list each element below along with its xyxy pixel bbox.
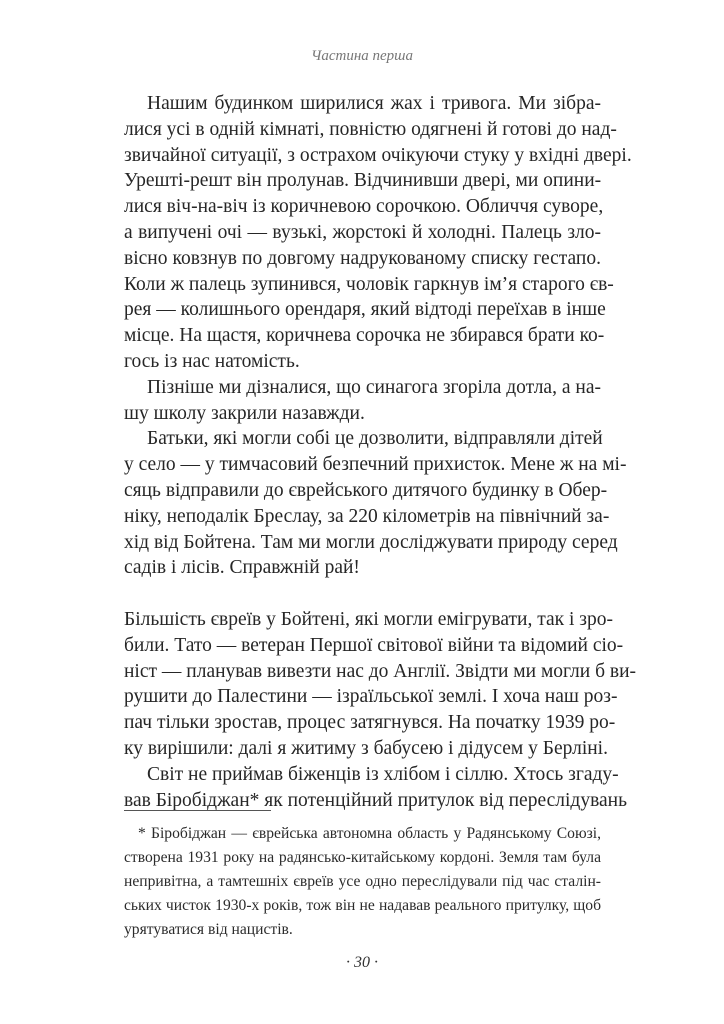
footnote-line: непривітна, а тамтешніх євреїв усе одно переслідували під час сталін- — [124, 873, 601, 890]
text-line: ніку, неподалік Бреслау, за 220 кілометрів на північний за- — [124, 505, 610, 527]
text-line: вісно ковзнув по довгому надрукованому списку гестапо. — [124, 247, 601, 269]
text-line: Коли ж палець зупинився, чоловік гаркнув ім’я старого єв- — [124, 273, 614, 295]
footnote-line: * Біробіджан — єврейська автономна область у Радянському Союзі, — [138, 825, 601, 842]
paragraph — [124, 607, 637, 762]
paragraph — [124, 91, 632, 375]
paragraph — [124, 426, 627, 581]
text-line: вав Біробіджан* як потенційний притулок від переслідувань — [124, 789, 628, 811]
text-line: лися усі в одній кімнаті, повністю одягнені й готові до над- — [124, 118, 617, 140]
footnote-line: урятуватися від нацистів. — [124, 921, 293, 938]
text-line: рушити до Палестини — ізраїльської землі. І хоча наш роз- — [124, 686, 618, 708]
footnote — [124, 822, 601, 942]
footnote-line: ських чисток 1930-х років, тож він не надавав реального притулку, щоб — [124, 897, 601, 914]
text-line: сяць відправили до єврейського дитячого будинку в Обер- — [124, 479, 608, 501]
page-number: · 30 · — [346, 954, 378, 971]
text-line: шу школу закрили назавжди. — [124, 402, 365, 424]
text-line: ку вирішили: далі я житиму з бабусею і дідусем у Берліні. — [124, 737, 608, 759]
text-line: а випучені очі — вузькі, жорстокі й холодні. Палець зло- — [124, 221, 601, 243]
text-line: ніст — планував вивезти нас до Англії. Звідти ми могли б ви- — [124, 660, 637, 682]
text-line: били. Тато — ветеран Першої світової війни та відомий сіо- — [124, 634, 624, 656]
text-line: садів і лісів. Справжній рай! — [124, 557, 360, 579]
text-line: гось із нас натомість. — [124, 350, 300, 372]
footnote-line: створена 1931 року на радянсько-китайському кордоні. Земля там була — [124, 849, 601, 866]
text-line: Урешті-решт він пролунав. Відчинивши двері, ми опини- — [124, 170, 602, 192]
text-line: Світ не приймав біженців із хлібом і сіллю. Хтось згаду- — [147, 763, 619, 785]
text-line: хід від Бойтена. Там ми могли досліджувати природу серед — [124, 531, 618, 553]
text-line: пач тільки зростав, процес затягнувся. На початку 1939 ро- — [124, 712, 616, 734]
text-line: лися віч-на-віч із коричневою сорочкою. Обличчя суворе, — [124, 196, 604, 218]
paragraph — [124, 375, 601, 427]
text-line: Батьки, які могли собі це дозволити, відправляли дітей — [147, 428, 603, 450]
section-break — [124, 581, 601, 607]
footnote-divider — [124, 810, 271, 811]
text-line: місце. На щастя, коричнева сорочка не збирався брати ко- — [124, 325, 605, 347]
text-line: у село — у тимчасовий безпечний прихисток. Мене ж на мі- — [124, 454, 627, 476]
text-line: Більшість євреїв у Бойтені, які могли емігрувати, так і зро- — [124, 608, 613, 630]
text-line: Нашим будинком ширилися жах і тривога. Ми зібра- — [147, 93, 601, 114]
main-text — [124, 91, 637, 813]
text-line: рея — колишнього орендаря, який відтоді переїхав в інше — [124, 299, 606, 321]
paragraph — [124, 762, 628, 814]
text-line: Пізніше ми дізналися, що синагога згоріла дотла, а на- — [147, 376, 601, 398]
running-header: Частина перша — [311, 48, 413, 64]
text-line: звичайної ситуації, з острахом очікуючи стуку у вхідні двері. — [124, 144, 632, 166]
